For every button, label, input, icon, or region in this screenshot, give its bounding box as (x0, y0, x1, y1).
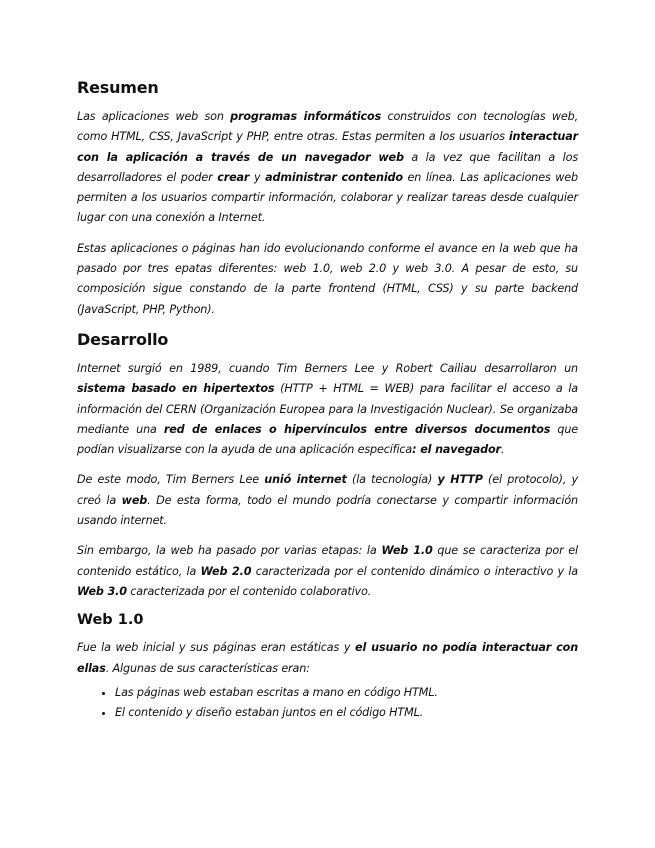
document-page (77, 78, 578, 723)
paragraph-desarrollo-1: Internet surgió en 1989, cuando Tim Berners Lee y Robert Cailiau desarrollaron un sistema basado en hipertextos (HTTP + HTML = WEB) para facilitar el acceso a la información del CERN (Organización Europea para la Investigación Nuclear). Se organizaba mediante una red de enlaces o hipervínculos entre diversos documentos que podían visualizarse con la ayuda de una aplicación específica: el navegador. (77, 361, 579, 457)
heading-web-1-0: Web 1.0 (77, 612, 144, 629)
web1-characteristics-list (77, 683, 578, 724)
paragraph-desarrollo-3: Sin embargo, la web ha pasado por varias etapas: la Web 1.0 que se caracteriza por el contenido estático, la Web 2.0 caracterizada por el contenido dinámico o interactivo y la Web 3.0 caracterizada por el contenido colaborativo. (77, 544, 579, 598)
paragraph-resumen-2: Estas aplicaciones o páginas han ido evolucionando conforme el avance en la web que ha pasado por tres epatas diferentes: web 1.0, web 2.0 y web 3.0. A pesar de esto, su composición sigue constando de la parte frontend (HTML, CSS) y su parte backend (JavaScript, PHP, Python). (77, 241, 578, 316)
paragraph-desarrollo-2: De este modo, Tim Berners Lee unió internet (la tecnología) y HTTP (el protocolo), y creó la web. De esta forma, todo el mundo podría conectarse y compartir información usando internet. (77, 473, 578, 528)
heading-desarrollo: Desarrollo (77, 329, 169, 349)
paragraph-web1-1: Fue la web inicial y sus páginas eran estáticas y el usuario no podía interactuar con ellas. Algunas de sus características eran: (77, 641, 579, 675)
heading-resumen: Resumen (77, 78, 159, 97)
paragraph-resumen-1: Las aplicaciones web son programas informáticos construidos con tecnologías web, como HTML, CSS, JavaScript y PHP, entre otras. Estas permiten a los usuarios interactuar con la aplicación a través de un navegador web a la vez que facilitan a los desarrolladores el poder crear y administrar contenido en línea. Las aplicaciones web permiten a los usuarios compartir información, colaborar y realizar tareas desde cualquier lugar con una conexión a Internet. (77, 110, 578, 225)
list-item: • El contenido y diseño estaban juntos en el código HTML. (115, 703, 578, 723)
list-item: • Las páginas web estaban escritas a mano en código HTML. (115, 683, 578, 703)
